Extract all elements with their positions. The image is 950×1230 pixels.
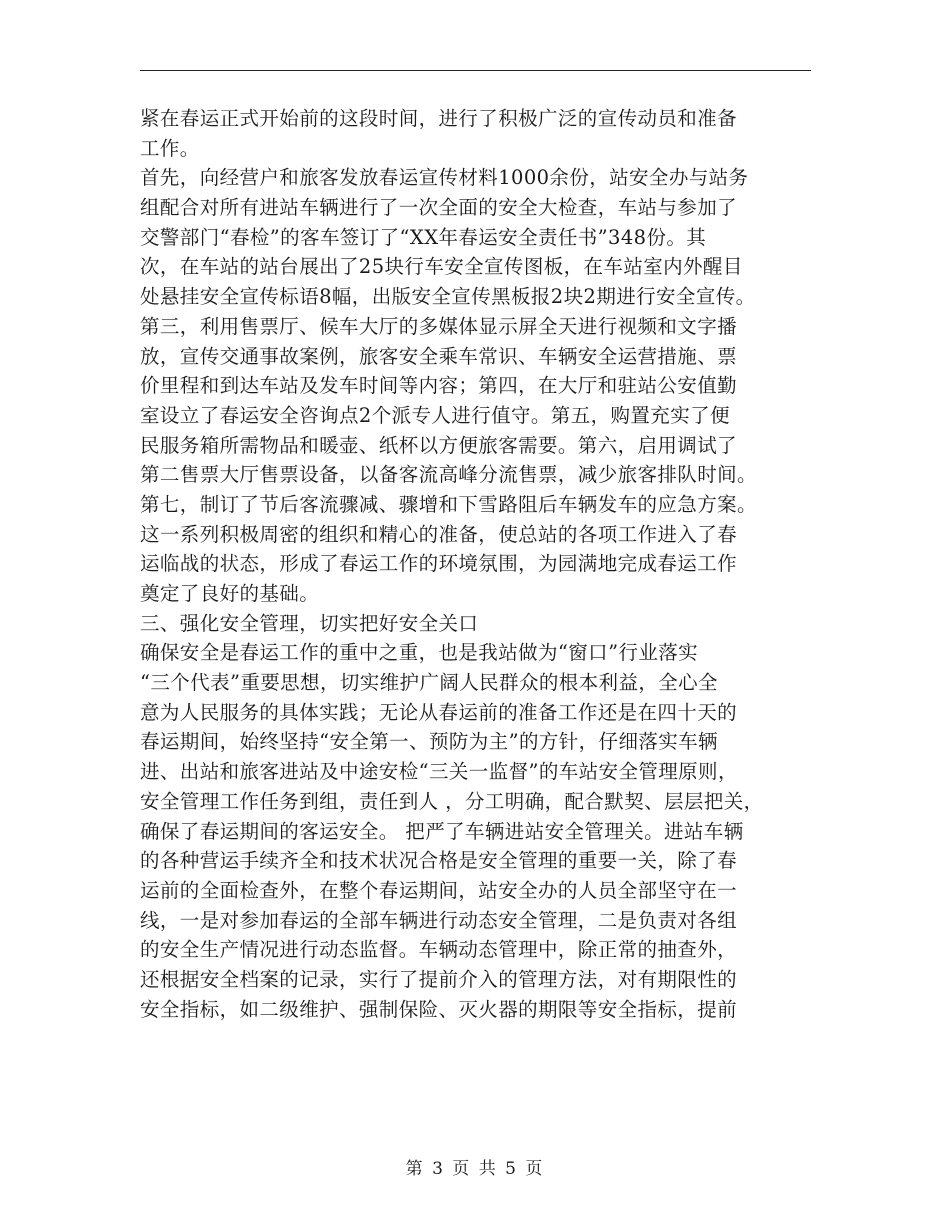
section-heading: 三、强化安全管理，切实把好安全关口 bbox=[140, 611, 479, 635]
text-line: 第三，利用售票厅、候车大厅的多媒体显示屏全天进行视频和文字播 bbox=[140, 314, 738, 338]
text-line: 组配合对所有进站车辆进行了一次全面的安全大检查，车站与参加了 bbox=[140, 196, 738, 220]
text-line: 首先，向经营户和旅客发放春运宣传材料1000余份，站安全办与站务 bbox=[140, 166, 749, 190]
text-line: 紧在春运正式开始前的这段时间，进行了积极广泛的宣传动员和准备 bbox=[140, 107, 738, 130]
text-line: 的安全生产情况进行动态监督。车辆动态管理中，除正常的抽查外， bbox=[140, 938, 738, 962]
text-line: 意为人民服务的具体实践；无论从春运前的准备工作还是在四十天的 bbox=[140, 700, 738, 724]
text-line: 运临战的状态，形成了春运工作的环境氛围，为园满地完成春运工作 bbox=[140, 552, 738, 576]
text-line: 线，一是对参加春运的全部车辆进行动态安全管理，二是负责对各组 bbox=[140, 908, 738, 932]
text-line: 处悬挂安全宣传标语8幅，出版安全宣传黑板报2块2期进行安全宣传。 bbox=[140, 285, 756, 309]
text-line: 民服务箱所需物品和暖壶、纸杯以方便旅客需要。第六，启用调试了 bbox=[140, 433, 738, 457]
text-line: “三个代表”重要思想，切实维护广阔人民群众的根本利益，全心全 bbox=[140, 671, 718, 695]
text-line: 室设立了春运安全咨询点2个派专人进行值守。第五，购置充实了便 bbox=[140, 403, 730, 427]
text-line: 工作。 bbox=[140, 136, 200, 160]
text-line: 确保了春运期间的客运安全。 把严了车辆进站安全管理关。进站车辆 bbox=[140, 819, 744, 843]
text-line: 次，在车站的站台展出了25块行车安全宣传图板，在车站室内外醒目 bbox=[140, 255, 743, 279]
text-line: 进、出站和旅客进站及中途安检“三关一监督”的车站安全管理原则， bbox=[140, 760, 738, 784]
text-line: 的各种营运手续齐全和技术状况合格是安全管理的重要一关，除了春 bbox=[140, 849, 738, 873]
body-text bbox=[140, 104, 830, 1024]
text-line: 春运期间，始终坚持“安全第一、预防为主”的方针，仔细落实车辆 bbox=[140, 730, 718, 754]
text-line: 安全指标，如二级维护、强制保险、灭火器的期限等安全指标，提前 bbox=[140, 997, 738, 1021]
text-line: 奠定了良好的基础。 bbox=[140, 582, 320, 605]
header-rule bbox=[140, 70, 811, 71]
text-line: 确保安全是春运工作的重中之重，也是我站做为“窗口”行业落实 bbox=[140, 641, 699, 665]
text-line: 交警部门“春检”的客车签订了“XX年春运安全责任书”348份。其 bbox=[140, 225, 707, 249]
text-line: 价里程和到达车站及发车时间等内容；第四，在大厅和驻站公安值勤 bbox=[140, 374, 738, 398]
text-line: 这一系列积极周密的组织和精心的准备，使总站的各项工作进入了春 bbox=[140, 522, 738, 546]
page-number-footer: 第 3 页 共 5 页 bbox=[405, 1159, 545, 1179]
text-line: 第七，制订了节后客流骤减、骤增和下雪路阻后车辆发车的应急方案。 bbox=[140, 492, 757, 516]
text-line: 第二售票大厅售票设备，以备客流高峰分流售票，减少旅客排队时间。 bbox=[140, 463, 757, 487]
text-line: 运前的全面检查外，在整个春运期间，站安全办的人员全部坚守在一 bbox=[140, 878, 738, 902]
text-line: 安全管理工作任务到组，责任到人 ，分工明确，配合默契、层层把关， bbox=[140, 789, 764, 813]
text-line: 放，宣传交通事故案例，旅客安全乘车常识、车辆安全运营措施、票 bbox=[140, 344, 738, 368]
text-line: 还根据安全档案的记录，实行了提前介入的管理方法，对有期限性的 bbox=[140, 967, 738, 991]
